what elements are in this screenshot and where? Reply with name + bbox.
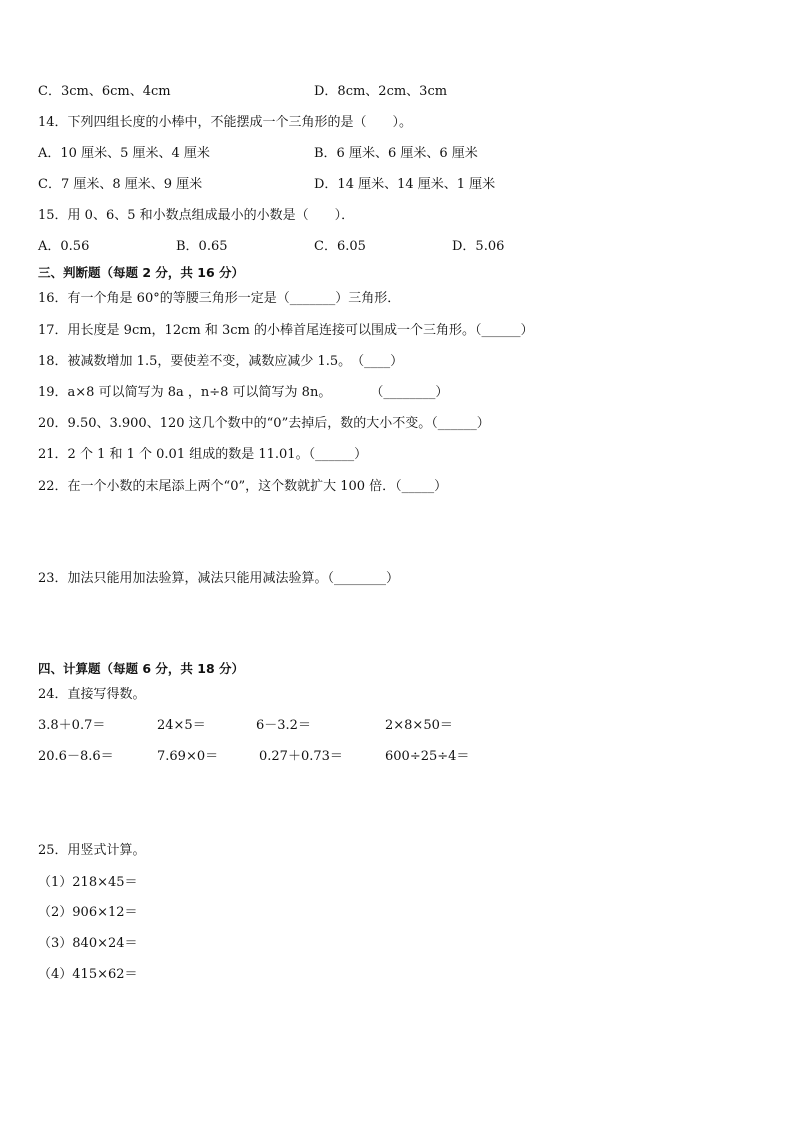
q25-item-4: （4）415×62＝ xyxy=(38,967,138,982)
q24-expr-3: 6－3.2＝ xyxy=(256,718,311,733)
q14-option-a: A．10 厘米、5 厘米、4 厘米 xyxy=(38,146,210,161)
q15-option-d: D．5.06 xyxy=(452,239,505,254)
q24-expr-5: 20.6－8.6＝ xyxy=(38,749,114,764)
q24-expr-4: 2×8×50＝ xyxy=(385,718,453,733)
q24-stem: 24．直接写得数。 xyxy=(38,687,146,702)
q25-item-3: （3）840×24＝ xyxy=(38,936,138,951)
section4-title: 四、计算题（每题 6 分，共 18 分） xyxy=(38,661,245,676)
judgment-21: 21．2 个 1 和 1 个 0.01 组成的数是 11.01。（______） xyxy=(38,447,368,462)
judgment-19: 19．a×8 可以简写为 8a ，n÷8 可以简写为 8n。 （________） xyxy=(38,385,449,400)
judgment-18: 18．被减数增加 1.5，要使差不变，减数应减少 1.5。 （____） xyxy=(38,354,404,369)
q14-option-c: C．7 厘米、8 厘米、9 厘米 xyxy=(38,177,203,192)
q15-option-b: B．0.65 xyxy=(176,239,228,254)
judgment-20: 20．9.50、3.900、120 这几个数中的“0”去掉后，数的大小不变。（______） xyxy=(38,416,490,431)
q24-expr-2: 24×5＝ xyxy=(157,718,206,733)
q14-option-d: D．14 厘米、14 厘米、1 厘米 xyxy=(314,177,496,192)
q15-stem: 15．用 0、6、5 和小数点组成最小的小数是（ ）． xyxy=(38,208,355,223)
q25-item-1: （1）218×45＝ xyxy=(38,875,138,890)
q13-option-c: C．3cm、6cm、4cm xyxy=(38,84,171,99)
judgment-23: 23．加法只能用加法验算，减法只能用减法验算。（________） xyxy=(38,571,400,586)
q24-expr-1: 3.8＋0.7＝ xyxy=(38,718,106,733)
section3-title: 三、判断题（每题 2 分，共 16 分） xyxy=(38,265,245,280)
q25-item-2: （2）906×12＝ xyxy=(38,905,138,920)
q24-expr-8: 600÷25÷4＝ xyxy=(385,749,470,764)
judgment-17: 17．用长度是 9cm，12cm 和 3cm 的小棒首尾连接可以围成一个三角形。（______） xyxy=(38,323,534,338)
q14-stem: 14．下列四组长度的小棒中，不能摆成一个三角形的是（ ）。 xyxy=(38,115,413,130)
q15-option-a: A．0.56 xyxy=(38,239,90,254)
q14-option-b: B．6 厘米、6 厘米、6 厘米 xyxy=(314,146,478,161)
q25-stem: 25．用竖式计算。 xyxy=(38,843,146,858)
judgment-16: 16．有一个角是 60°的等腰三角形一定是（_______）三角形． xyxy=(38,291,401,306)
q13-option-d: D．8cm、2cm、3cm xyxy=(314,84,448,99)
judgment-22: 22．在一个小数的末尾添上两个“0”，这个数就扩大 100 倍．（_____） xyxy=(38,479,448,494)
q24-expr-7: 0.27＋0.73＝ xyxy=(259,749,343,764)
q15-option-c: C．6.05 xyxy=(314,239,366,254)
q24-expr-6: 7.69×0＝ xyxy=(157,749,219,764)
